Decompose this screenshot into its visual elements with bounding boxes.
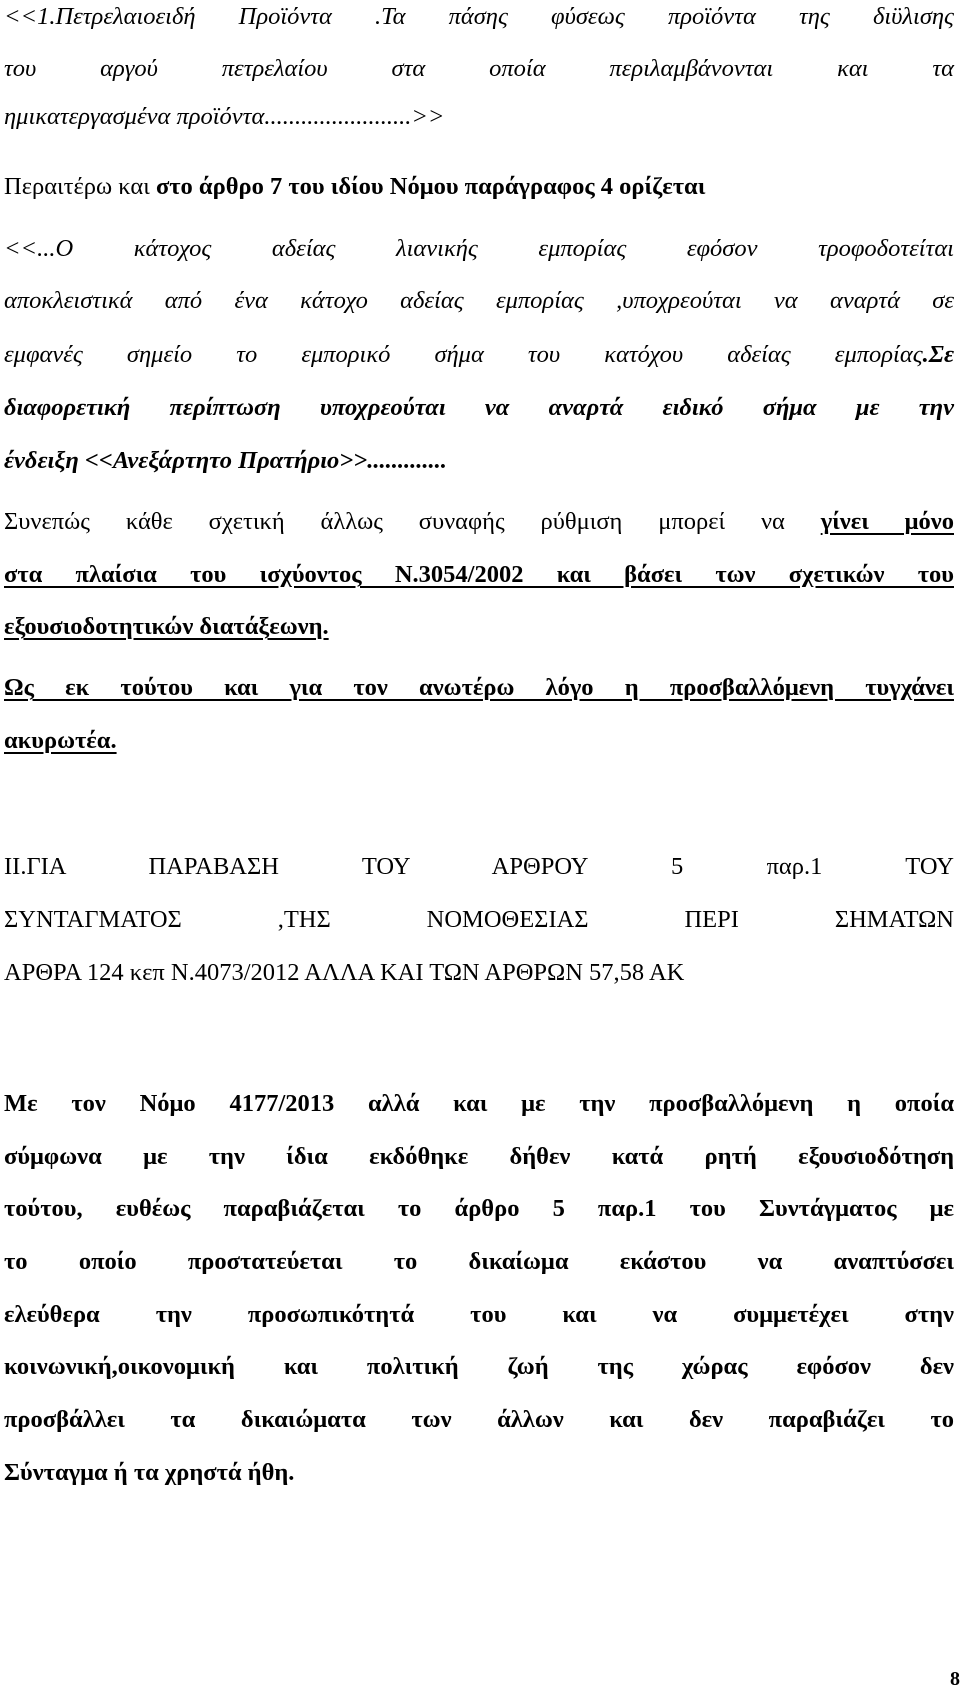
quote2-line3 (4, 340, 954, 370)
conclusion-line1-plain: Συνεπώς κάθε σχετική άλλως συναφής ρύθμιση μπορεί να (4, 508, 821, 535)
quote2-line5: ένδειξη <<Ανεξάρτητο Πρατήριο>>............. (4, 447, 447, 474)
quote2-line1: <<...Ο κάτοχος αδείας λιανικής εμπορίας εφόσον τροφοδοτείται (4, 235, 954, 262)
body-line8: Σύνταγμα ή τα χρηστά ήθη. (4, 1459, 295, 1486)
page-number: 8 (950, 1668, 960, 1690)
quote2-line2: αποκλειστικά από ένα κάτοχο αδείας εμπορίας ,υποχρεούται να αναρτά σε (4, 287, 954, 314)
conclusion-line3: εξουσιοδοτητικών διατάξεωνη. (4, 613, 329, 640)
quote1-line1: <<1.Πετρελαιοειδή Προϊόντα .Τα πάσης φύσεως προϊόντα της διϋλισης (4, 3, 954, 30)
heading-line3: ΑΡΘΡΑ 124 κεπ Ν.4073/2012 ΑΛΛΑ ΚΑΙ ΤΩΝ ΑΡΘΡΩΝ 57,58 ΑΚ (4, 959, 685, 986)
body-line4: το οποίο προστατεύεται το δικαίωμα εκάστου να αναπτύσσει (4, 1248, 954, 1275)
conclusion-line1 (4, 507, 954, 537)
quote1-line3: ημικατεργασμένα προϊόντα........................>> (4, 103, 445, 130)
intro-bold: στο άρθρο 7 του ιδίου Νόμου παράγραφος 4 ορίζεται (155, 173, 706, 200)
heading-line2: ΣΥΝΤΑΓΜΑΤΟΣ ,ΤΗΣ ΝΟΜΟΘΕΣΙΑΣ ΠΕΡΙ ΣΗΜΑΤΩΝ (4, 906, 954, 933)
body-line5: ελεύθερα την προσωπικότητά του και να συμμετέχει στην (4, 1301, 954, 1328)
quote2-line4: διαφορετική περίπτωση υποχρεούται να αναρτά ειδικό σήμα με την (4, 394, 954, 421)
conclusion-line1-bold: γίνει μόνο (820, 508, 954, 535)
body-line1: Με τον Νόμο 4177/2013 αλλά και με την προσβαλλόμενη η οποία (4, 1090, 954, 1117)
ruling-line2: ακυρωτέα. (4, 727, 117, 754)
quote2-line3-italic: εμφανές σημείο το εμπορικό σήμα του κατόχου αδείας εμπορίας (4, 341, 923, 368)
conclusion-line2: στα πλαίσια του ισχύοντος Ν.3054/2002 και βάσει των σχετικών του (4, 561, 954, 588)
heading-line1: ΙΙ.ΓΙΑ ΠΑΡΑΒΑΣΗ ΤΟΥ ΑΡΘΡΟΥ 5 παρ.1 ΤΟΥ (4, 853, 954, 880)
ruling-line1: Ως εκ τούτου και για τον ανωτέρω λόγο η προσβαλλόμενη τυγχάνει (4, 674, 954, 701)
intro-paragraph (4, 172, 954, 202)
quote1-line2: του αργού πετρελαίου στα οποία περιλαμβάνονται και τα (4, 55, 954, 82)
body-line3: τούτου, ευθέως παραβιάζεται το άρθρο 5 παρ.1 του Συντάγματος με (4, 1195, 954, 1222)
body-line7: προσβάλλει τα δικαιώματα των άλλων και δεν παραβιάζει το (4, 1406, 954, 1433)
body-line6: κοινωνική,οικονομική και πολιτική ζωή της χώρας εφόσον δεν (4, 1353, 954, 1380)
body-line2: σύμφωνα με την ίδια εκδόθηκε δήθεν κατά ρητή εξουσιοδότηση (4, 1143, 954, 1170)
quote2-line3-bold: .Σε (922, 341, 954, 368)
intro-plain: Περαιτέρω και (4, 173, 156, 200)
